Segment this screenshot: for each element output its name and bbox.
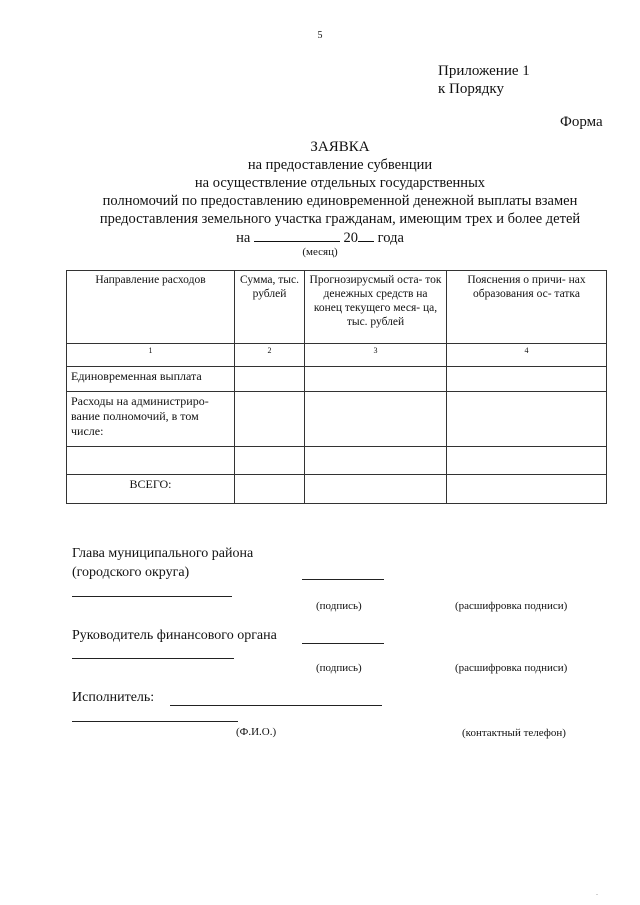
head-signature-note: (подпись) xyxy=(316,600,362,612)
amount-cell[interactable] xyxy=(235,392,305,447)
header-amount: Сумма, тыс. рублей xyxy=(235,271,305,344)
balance-cell[interactable] xyxy=(305,475,447,504)
finance-decode-note: (расшифровка подниси) xyxy=(455,662,568,674)
finance-decode-line[interactable] xyxy=(72,658,234,659)
head-decode-line[interactable] xyxy=(72,596,232,597)
header-expense-direction: Направление расходов xyxy=(67,271,235,344)
index-cell: 4 xyxy=(447,344,607,367)
subtitle-line: на осуществление отдельных государственных xyxy=(194,175,486,191)
year-blank[interactable] xyxy=(358,228,374,242)
header-explanations: Пояснения о причи- нах образования ос- татка xyxy=(447,271,607,344)
balance-cell[interactable] xyxy=(305,392,447,447)
head-title-line-1: Глава муниципального района xyxy=(72,546,254,561)
row-label-lump-sum: Единовременная выплата xyxy=(67,367,235,392)
document-title: ЗАЯВКА xyxy=(310,139,370,155)
balance-cell[interactable] xyxy=(305,367,447,392)
finance-head-label: Руководитель финансового органа xyxy=(72,628,277,643)
table-row xyxy=(67,392,607,447)
table-index-row xyxy=(67,344,607,367)
head-decode-note: (расшифровка подниси) xyxy=(455,600,568,612)
expense-table xyxy=(66,270,607,504)
table-header-row xyxy=(67,271,607,344)
appendix-line-1: Приложение 1 xyxy=(438,63,530,79)
head-title-line-2: (городского округа) xyxy=(72,565,190,580)
row-label-admin-expenses: Расходы на администриро- вание полномочий, в том числе: xyxy=(67,392,235,447)
finance-signature-line[interactable] xyxy=(302,643,384,644)
amount-cell[interactable] xyxy=(235,447,305,475)
finance-signature-note: (подпись) xyxy=(316,662,362,674)
table-row xyxy=(67,475,607,504)
explanation-cell[interactable] xyxy=(447,447,607,475)
explanation-cell[interactable] xyxy=(447,475,607,504)
fio-note: (Ф.И.О.) xyxy=(236,726,277,738)
index-cell: 1 xyxy=(67,344,235,367)
executor-fio-line[interactable] xyxy=(72,721,238,722)
appendix-header xyxy=(438,62,530,98)
appendix-line-2: к Порядку xyxy=(438,81,504,97)
month-blank[interactable] xyxy=(254,228,340,242)
subtitle-line: на предоставление субвенции xyxy=(247,157,433,173)
amount-cell[interactable] xyxy=(235,475,305,504)
row-label-total: ВСЕГО: xyxy=(67,475,235,504)
head-signature-line[interactable] xyxy=(302,579,384,580)
year-prefix: 20 xyxy=(343,230,359,246)
executor-phone-line[interactable] xyxy=(170,705,382,706)
header-forecast-balance: Прогнозирусмый оста- ток денежных средств на конец текущего меся- ца, тыс. рублей xyxy=(305,271,447,344)
phone-note: (контактный телефон) xyxy=(462,727,566,739)
index-cell: 3 xyxy=(305,344,447,367)
executor-label: Исполнитель: xyxy=(72,690,155,705)
index-cell: 2 xyxy=(235,344,305,367)
balance-cell[interactable] xyxy=(305,447,447,475)
amount-cell[interactable] xyxy=(235,367,305,392)
explanation-cell[interactable] xyxy=(447,392,607,447)
period-line xyxy=(0,228,640,247)
table-row xyxy=(67,447,607,475)
period-prefix: на xyxy=(236,230,251,246)
form-label: Форма xyxy=(560,114,603,130)
corner-mark: . xyxy=(596,888,598,897)
period-suffix: года xyxy=(377,230,404,246)
subtitle-line: полномочий по предоставлению единовременной денежной выплаты взамен xyxy=(102,193,578,209)
document-title-block xyxy=(20,138,640,228)
row-label-blank[interactable] xyxy=(67,447,235,475)
page-number: 5 xyxy=(317,30,323,41)
table-row xyxy=(67,367,607,392)
subtitle-line: предоставления земельного участка гражданам, имеющим трех и более детей xyxy=(99,211,581,227)
month-note: (месяц) xyxy=(302,246,338,258)
explanation-cell[interactable] xyxy=(447,367,607,392)
